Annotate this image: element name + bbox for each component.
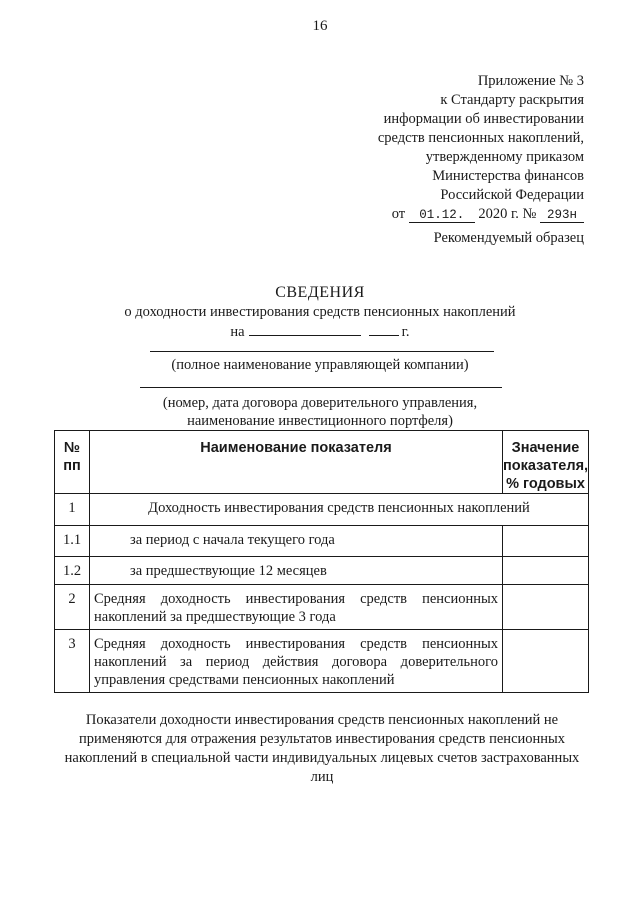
row-number: 2	[55, 585, 90, 630]
row-text: за период с начала текущего года	[90, 526, 503, 557]
contract-caption-line: (номер, дата договора доверительного управления,	[162, 395, 478, 411]
table-row	[55, 585, 589, 630]
row-number: 3	[55, 630, 90, 693]
header-value	[503, 431, 589, 494]
date-blank	[249, 323, 361, 336]
row-text: Средняя доходность инвестирования средств пенсионных накоплений за период действия договора доверительного управления средствами пенсионных накоплений	[90, 630, 503, 693]
company-name-line	[150, 351, 494, 352]
appendix-line: Приложение № 3	[477, 73, 584, 89]
header-value-line: показателя,	[503, 458, 589, 474]
header-number-line: №	[63, 440, 81, 456]
date-prefix: от	[391, 206, 406, 222]
appendix-line: Российской Федерации	[440, 187, 584, 203]
order-date: 01.12.	[409, 208, 475, 223]
page-number: 16	[312, 18, 328, 34]
header-number-line: пп	[63, 458, 81, 474]
table-row	[55, 494, 589, 526]
footer-note: Показатели доходности инвестирования средств пенсионных накоплений не применяются для отражения результатов инвестирования средств пенсионных накоплений в специальной части индивидуальных лицевых счетов застрахованных лиц	[64, 712, 580, 785]
contract-caption	[0, 394, 640, 430]
row-number: 1.2	[55, 557, 90, 585]
row-number: 1	[55, 494, 90, 526]
row-text: Средняя доходность инвестирования средств пенсионных накоплений за предшествующие 3 года	[90, 585, 503, 630]
company-name-caption: (полное наименование управляющей компании)	[171, 357, 469, 373]
appendix-date-line	[378, 205, 584, 224]
row-value-cell	[503, 585, 589, 630]
on-prefix: на	[230, 324, 245, 340]
row-text: Доходность инвестирования средств пенсионных накоплений	[90, 494, 589, 526]
document-subtitle: о доходности инвестирования средств пенсионных накоплений	[124, 304, 516, 320]
table-row	[55, 526, 589, 557]
indicators-table	[54, 430, 589, 693]
header-value-line: % годовых	[506, 476, 585, 492]
header-number	[55, 431, 90, 494]
appendix-line: средств пенсионных накоплений,	[377, 130, 584, 146]
row-value-cell	[503, 526, 589, 557]
row-value-cell	[503, 630, 589, 693]
row-number: 1.1	[55, 526, 90, 557]
row-value-cell	[503, 557, 589, 585]
table-header-row	[55, 431, 589, 494]
year-blank	[369, 323, 399, 336]
row-text: за предшествующие 12 месяцев	[90, 557, 503, 585]
contract-caption-line: наименование инвестиционного портфеля)	[187, 413, 453, 429]
appendix-line: утвержденному приказом	[425, 149, 584, 165]
recommended-sample: Рекомендуемый образец	[433, 230, 584, 246]
table-row	[55, 630, 589, 693]
order-number: 293н	[540, 208, 584, 223]
appendix-line: информации об инвестировании	[383, 111, 584, 127]
document-title: СВЕДЕНИЯ	[275, 284, 365, 301]
header-value-line: Значение	[511, 440, 580, 456]
contract-line	[140, 387, 502, 388]
report-date-line	[0, 323, 640, 341]
table-row	[55, 557, 589, 585]
on-suffix: г.	[401, 324, 410, 340]
header-name: Наименование показателя	[90, 431, 503, 494]
appendix-line: Министерства финансов	[432, 168, 584, 184]
date-mid: 2020 г. №	[478, 206, 537, 222]
appendix-header	[378, 72, 584, 224]
appendix-line: к Стандарту раскрытия	[440, 92, 584, 108]
